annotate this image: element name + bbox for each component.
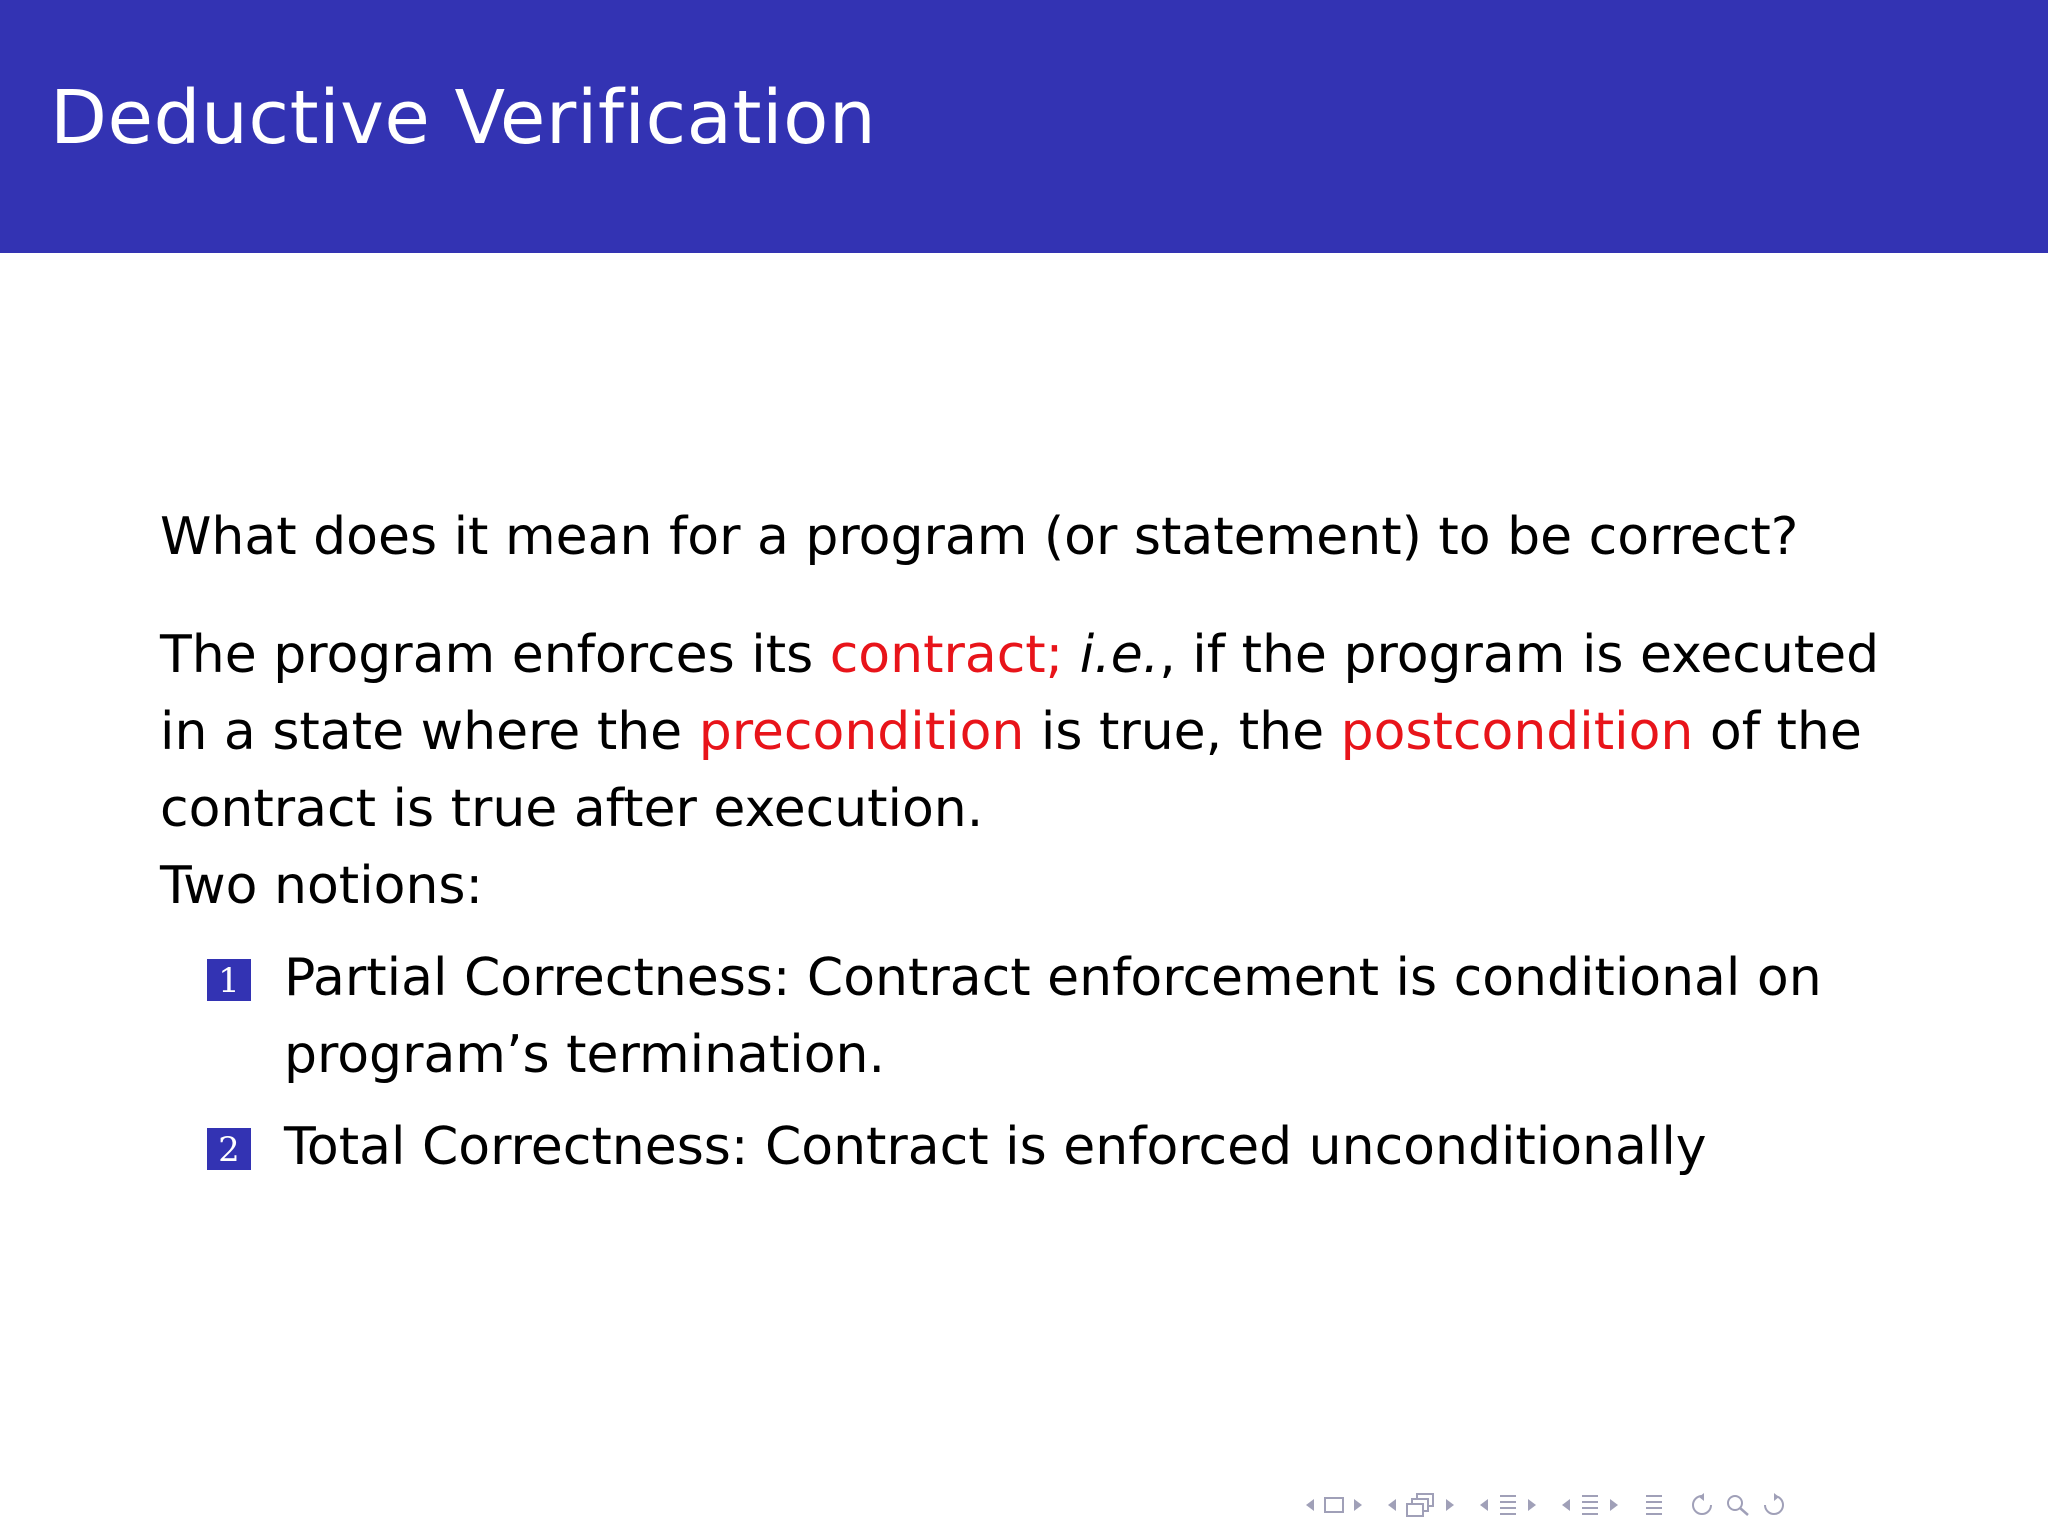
search-icon[interactable]	[1725, 1493, 1751, 1517]
section-next-icon[interactable]	[1527, 1497, 1537, 1513]
section-icon[interactable]	[1497, 1493, 1519, 1517]
precondition-keyword: precondition	[698, 702, 1025, 762]
align-nav-group	[1643, 1493, 1665, 1517]
align-icon[interactable]	[1643, 1493, 1665, 1517]
frame-nav-group	[1305, 1495, 1363, 1515]
history-nav-group	[1689, 1493, 1787, 1517]
paragraph-text: of the	[1693, 702, 1862, 762]
question-line	[160, 499, 1920, 576]
paragraph-text: The program enforces its	[160, 625, 830, 685]
forward-icon[interactable]	[1759, 1493, 1787, 1517]
subsection-icon[interactable]	[1405, 1492, 1437, 1518]
beamer-navigation-bar	[1305, 1490, 1801, 1520]
paragraph-line-1	[160, 617, 1920, 694]
list-item: Total Correctness: Contract is enforced unconditionally	[284, 1117, 1707, 1177]
subsection-prev-icon[interactable]	[1387, 1497, 1397, 1513]
section-prev-icon[interactable]	[1479, 1497, 1489, 1513]
paragraph-text: in a state where the	[160, 702, 699, 762]
toc-prev-icon[interactable]	[1561, 1497, 1571, 1513]
notions-label-text: Two notions:	[160, 856, 484, 916]
subsection-nav-group	[1387, 1492, 1455, 1518]
back-icon[interactable]	[1689, 1493, 1717, 1517]
list-item-continuation: program’s termination.	[284, 1025, 886, 1085]
contract-keyword: contract;	[829, 625, 1064, 685]
frame-next-icon[interactable]	[1353, 1497, 1363, 1513]
frame-title: Deductive Verification	[50, 75, 877, 161]
toc-icon[interactable]	[1579, 1493, 1601, 1517]
section-nav-group	[1479, 1493, 1537, 1517]
question-text: What does it mean for a program (or statement) to be correct?	[160, 507, 1799, 567]
notions-label	[160, 848, 1920, 925]
frame-title-bar	[0, 0, 2048, 253]
postcondition-keyword: postcondition	[1340, 702, 1694, 762]
paragraph-text: contract is true after execution.	[160, 779, 984, 839]
enumerate-marker-1: 1	[207, 959, 251, 1001]
subsection-next-icon[interactable]	[1445, 1497, 1455, 1513]
frame-prev-icon[interactable]	[1305, 1497, 1315, 1513]
enumerate-marker-2: 2	[207, 1128, 251, 1170]
frame-icon[interactable]	[1323, 1495, 1345, 1515]
toc-nav-group	[1561, 1493, 1619, 1517]
paragraph-line-3	[160, 771, 1920, 848]
paragraph-text: is true, the	[1024, 702, 1341, 762]
paragraph-text: , if the program is executed	[1159, 625, 1880, 685]
paragraph-line-2	[160, 694, 1920, 771]
list-item: Partial Correctness: Contract enforcement is conditional on	[284, 948, 1822, 1008]
toc-next-icon[interactable]	[1609, 1497, 1619, 1513]
ie-abbreviation: i.e.	[1079, 625, 1160, 685]
